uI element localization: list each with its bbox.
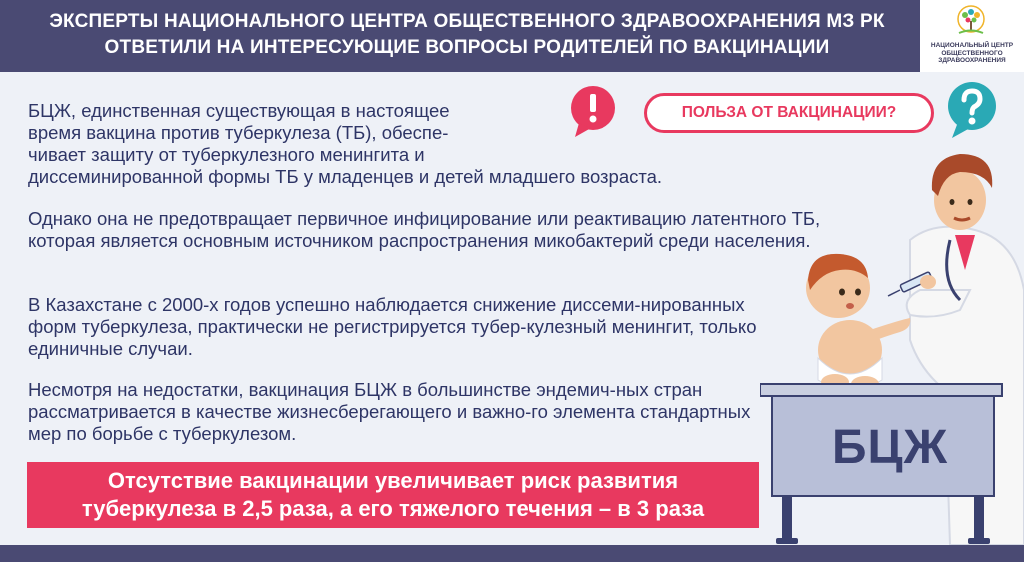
paragraph-limitations: Однако она не предотвращает первичное инфицирование или реактивацию латентного ТБ, которая является основным источником распространения микобактерий среди населения. (28, 208, 821, 251)
logo-line-3: ЗДРАВООХРАНЕНИЯ (938, 57, 1006, 64)
risk-line-2: туберкулеза в 2,5 раза, а его тяжелого течения – в 3 раза (81, 496, 705, 521)
tree-logo-icon (951, 4, 991, 40)
table-top (760, 384, 1002, 396)
p1-line-4: диссеминированной формы ТБ у младенцев и детей младшего возраста. (28, 166, 663, 187)
vaccination-benefit-question: ПОЛЬЗА ОТ ВАКЦИНАЦИИ? (644, 93, 934, 133)
p1-line-3: чивает защиту от туберкулезного менингита и (28, 144, 425, 165)
organization-logo (920, 0, 1024, 72)
logo-line-1: НАЦИОНАЛЬНЫЙ ЦЕНТР (930, 42, 1014, 49)
page-title (22, 9, 912, 61)
paragraph-kazakhstan: В Казахстане с 2000-х годов успешно наблюдается снижение диссеми-нированных форм туберкулеза, практически не регистрируется тубер-кулезный менингит, только единичные случаи. (28, 294, 757, 359)
risk-line-1: Отсутствие вакцинации увеличивает риск развития (107, 468, 679, 493)
logo-line-2: ОБЩЕСТВЕННОГО (941, 49, 1003, 57)
risk-banner (27, 462, 759, 528)
header-banner (0, 0, 1024, 72)
p1-line-2: время вакцина против туберкулеза (ТБ), обеспе- (28, 122, 449, 143)
bcg-box-label: БЦЖ (832, 421, 948, 474)
paragraph-bcg-protection (28, 100, 818, 188)
paragraph-endemic-countries: Несмотря на недостатки, вакцинация БЦЖ в большинстве эндемич-ных стран рассматривается в качестве жизнесберегающего и важно-го элемента стандартных мер по борьбе с туберкулезом. (28, 379, 751, 444)
p1-line-1: БЦЖ, единственная существующая в настоящее (28, 100, 450, 121)
footer-bar (0, 545, 1024, 562)
logo-caption (924, 42, 1020, 65)
title-line-2: ОТВЕТИЛИ НА ИНТЕРЕСУЮЩИЕ ВОПРОСЫ РОДИТЕЛЕЙ ПО ВАКЦИНАЦИИ (104, 37, 830, 58)
title-line-1: ЭКСПЕРТЫ НАЦИОНАЛЬНОГО ЦЕНТРА ОБЩЕСТВЕННОГО ЗДРАВООХРАНЕНИЯ МЗ РК (49, 11, 885, 32)
question-bubble-icon (940, 78, 1002, 140)
vaccination-illustration (760, 140, 1024, 545)
